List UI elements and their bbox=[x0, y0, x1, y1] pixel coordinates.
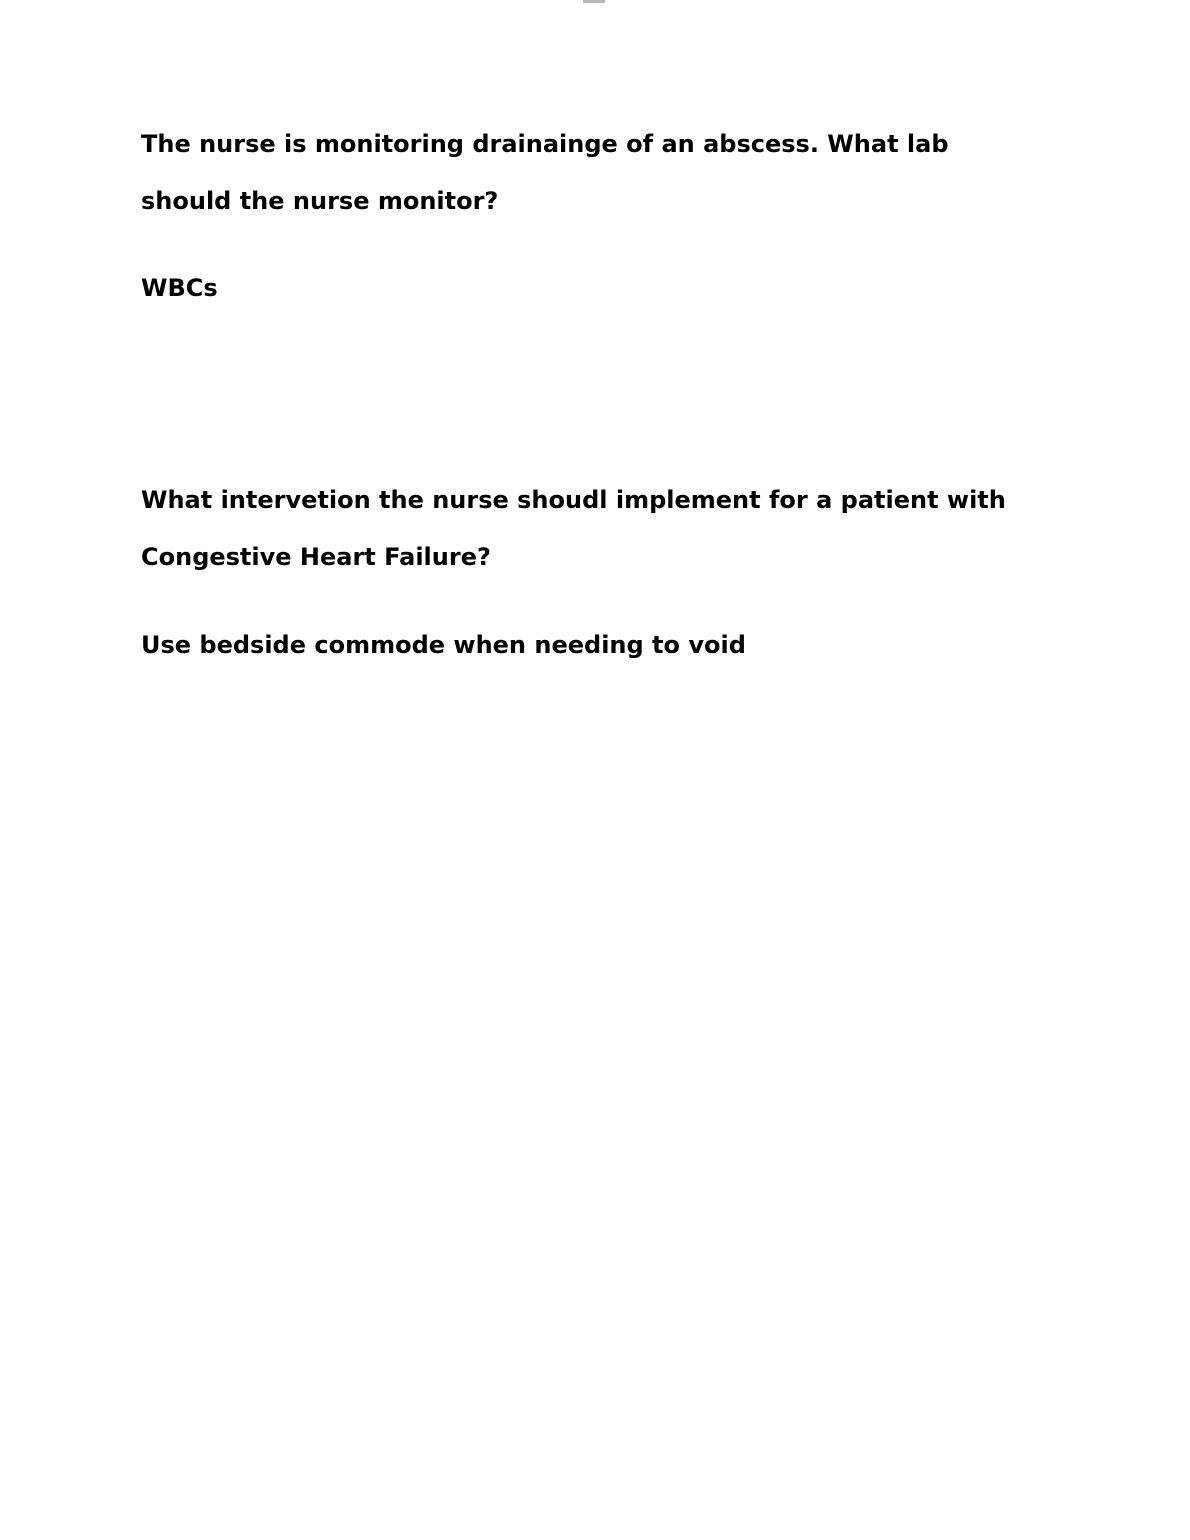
qa-item-1 bbox=[141, 116, 1041, 304]
qa-item-2 bbox=[141, 472, 1041, 661]
question-text: The nurse is monitoring drainainge of an abscess. What lab should the nurse monitor? bbox=[141, 130, 949, 215]
question-text: What intervetion the nurse shoudl implement for a patient with Congestive Heart Failure? bbox=[141, 486, 1006, 571]
answer-text: WBCs bbox=[141, 274, 218, 302]
page-header-mark bbox=[583, 0, 605, 3]
answer-text: Use bedside commode when needing to void bbox=[141, 631, 746, 659]
